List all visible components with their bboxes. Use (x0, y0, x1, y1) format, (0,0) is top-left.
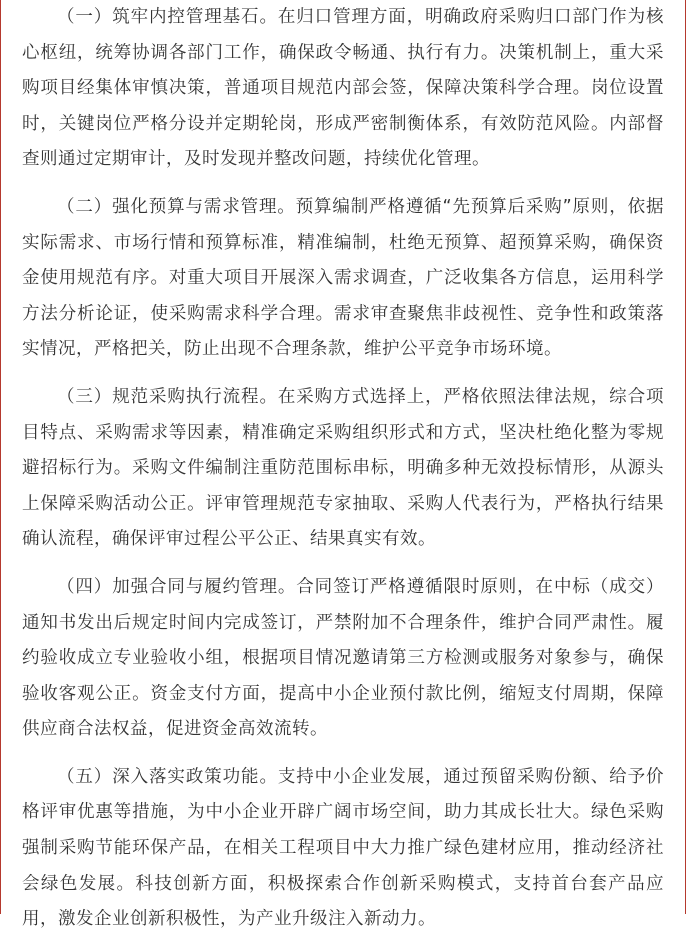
paragraph-contract-performance: （四）加强合同与履约管理。合同签订严格遵循限时原则，在中标（成交）通知书发出后规定时间内完成签订，严禁附加不合理条件，维护合同严肃性。履约验收成立专业验收小组，根据项目情况邀请第三方检测或服务对象参与，确保验收客观公正。资金支付方面，提高中小企业预付款比例，缩短支付周期，保障供应商合法权益，促进资金高效流转。 (22, 576, 664, 740)
article-body (22, 0, 664, 950)
paragraph-procurement-execution: （三）规范采购执行流程。在采购方式选择上，严格依照法律法规，综合项目特点、采购需求等因素，精准确定采购组织形式和方式，坚决杜绝化整为零规避招标行为。采购文件编制注重防范围标串标，明确多种无效投标情形，从源头上保障采购活动公正。评审管理规范专家抽取、采购人代表行为，严格执行结果确认流程，确保评审过程公平公正、结果真实有效。 (22, 386, 664, 550)
paragraph-internal-control: （一）筑牢内控管理基石。在归口管理方面，明确政府采购归口部门作为核心枢纽，统筹协调各部门工作，确保政令畅通、执行有力。决策机制上，重大采购项目经集体审慎决策，普通项目规范内部会签，保障决策科学合理。岗位设置时，关键岗位严格分设并定期轮岗，形成严密制衡体系，有效防范风险。内部督查则通过定期审计，及时发现并整改问题，持续优化管理。 (22, 7, 664, 170)
paragraph-budget-demand: （二）强化预算与需求管理。预算编制严格遵循“先预算后采购”原则，依据实际需求、市场行情和预算标准，精准编制，杜绝无预算、超预算采购，确保资金使用规范有序。对重大项目开展深入需求调查，广泛收集各方信息，运用科学方法分析论证，使采购需求科学合理。需求审查聚焦非歧视性、竞争性和政策落实情况，严格把关，防止出现不合理条款，维护公平竞争市场环境。 (22, 196, 664, 360)
paragraph-policy-function: （五）深入落实政策功能。支持中小企业发展，通过预留采购份额、给予价格评审优惠等措施，为中小企业开辟广阔市场空间，助力其成长壮大。绿色采购强制采购节能环保产品，在相关工程项目中大力推广绿色建材应用，推动经济社会绿色发展。科技创新方面，积极探索合作创新采购模式，支持首台套产品应用，激发企业创新积极性，为产业升级注入新动力。 (22, 766, 664, 930)
